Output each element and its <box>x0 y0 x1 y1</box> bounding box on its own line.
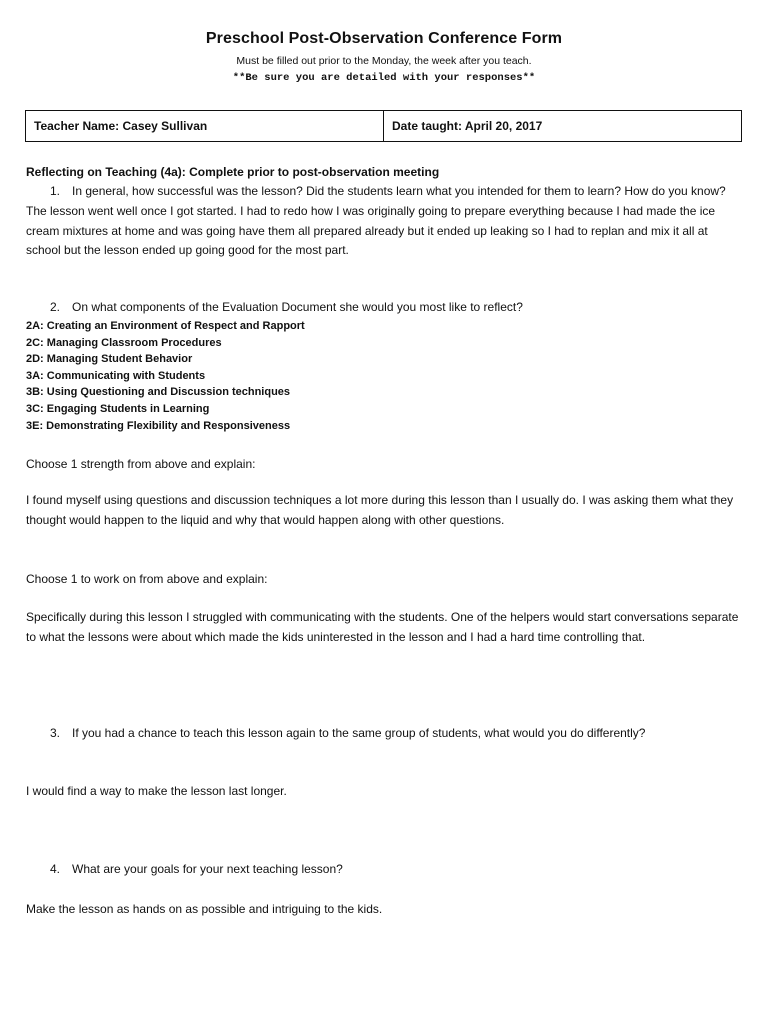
info-table <box>25 110 742 142</box>
list-item: 3B: Using Questioning and Discussion techniques <box>26 386 291 399</box>
form-subtitle: Must be filled out prior to the Monday, the week after you teach. <box>236 55 532 67</box>
section-heading: Reflecting on Teaching (4a): Complete prior to post-observation meeting <box>26 165 440 179</box>
list-item: 3A: Communicating with Students <box>26 369 206 382</box>
teacher-name-cell: Teacher Name: Casey Sullivan <box>34 119 208 133</box>
question-3-text: If you had a chance to teach this lesson again to the same group of students, what would you do differently? <box>72 726 646 740</box>
strength-prompt: Choose 1 strength from above and explain: <box>26 457 256 471</box>
answer-4: Make the lesson as hands on as possible and intriguing to the kids. <box>26 902 383 916</box>
question-3 <box>50 726 645 740</box>
work-on-prompt: Choose 1 to work on from above and explain: <box>26 572 268 586</box>
question-4-text: What are your goals for your next teaching lesson? <box>72 862 343 876</box>
question-4-number: 4. <box>50 862 61 876</box>
question-1 <box>50 184 726 198</box>
work-on-answer: Specifically during this lesson I struggled with communicating with the students. One of the helpers would start conversations separate to what the lessons were about which made the kids uninterested in the lesson and I had a hard time controlling that. <box>26 610 739 644</box>
question-3-number: 3. <box>50 726 61 740</box>
question-2-text: On what components of the Evaluation Document she would you most like to reflect? <box>72 300 523 314</box>
answer-3: I would find a way to make the lesson last longer. <box>26 784 287 798</box>
list-item: 3E: Demonstrating Flexibility and Responsiveness <box>26 419 291 432</box>
question-2 <box>50 300 523 314</box>
list-item: 3C: Engaging Students in Learning <box>26 402 210 415</box>
question-1-number: 1. <box>50 184 61 198</box>
question-2-number: 2. <box>50 300 61 314</box>
date-taught-cell: Date taught: April 20, 2017 <box>383 111 741 141</box>
list-item: 2C: Managing Classroom Procedures <box>26 336 222 349</box>
answer-1: The lesson went well once I got started. I had to redo how I was originally going to prepare everything because I had made the ice cream mixtures at home and was going have them all prepared already but it ended up leaking so I had to replan and mix it all at school but the lesson ended up going good for the most part. <box>26 204 716 257</box>
question-1-text: In general, how successful was the lesson? Did the students learn what you intended for them to learn? How do you know? <box>72 184 726 198</box>
question-4 <box>50 862 343 876</box>
form-note: **Be sure you are detailed with your responses** <box>232 72 536 84</box>
strength-answer: I found myself using questions and discussion techniques a lot more during this lesson than I usually do. I was asking them what they thought would happen to the liquid and why that would happen along with other questions. <box>26 493 734 527</box>
list-item: 2A: Creating an Environment of Respect and Rapport <box>26 320 305 332</box>
list-item: 2D: Managing Student Behavior <box>26 353 193 366</box>
components-list <box>26 318 305 434</box>
form-title: Preschool Post-Observation Conference Form <box>205 30 563 47</box>
